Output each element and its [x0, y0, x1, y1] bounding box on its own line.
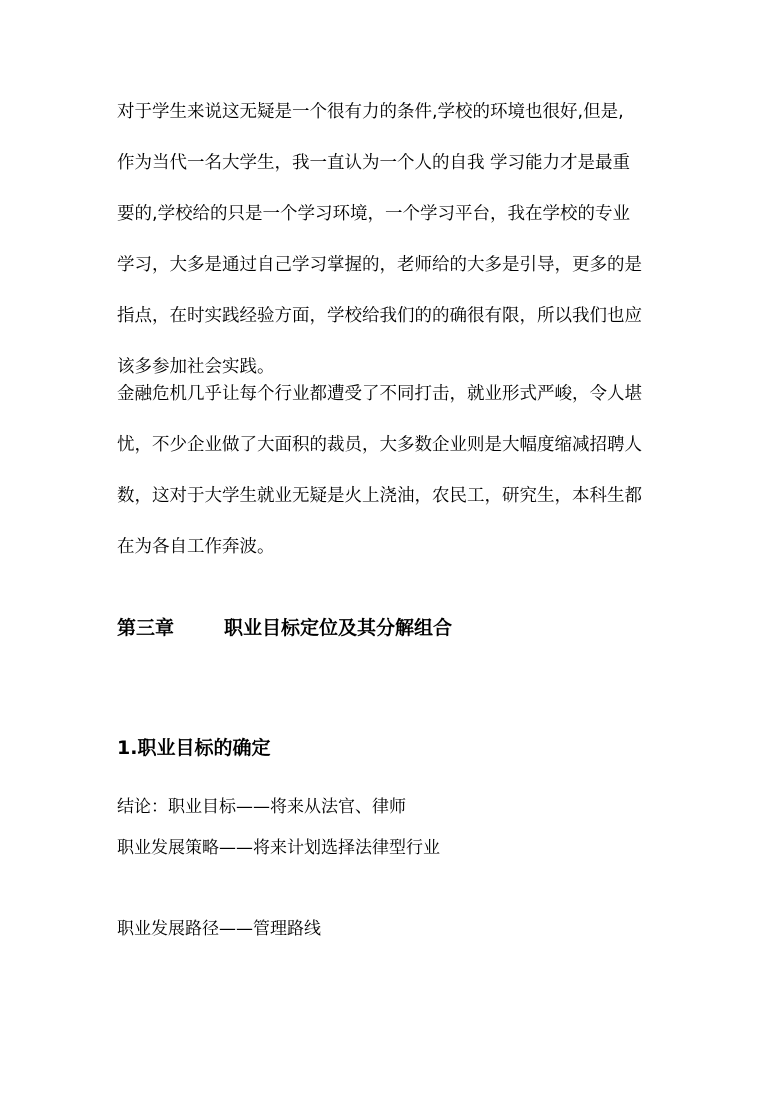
paragraph-school-environment [117, 96, 642, 402]
paragraph-line: 数，这对于大学生就业无疑是火上浇油，农民工，研究生，本科生都 [117, 486, 642, 506]
paragraph-financial-crisis [117, 378, 642, 582]
paragraph-line: 要的,学校给的只是一个学习环境，一个学习平台，我在学校的专业 [117, 204, 631, 224]
career-path: 职业发展路径——管理路线 [117, 919, 321, 939]
chapter-number: 第三章 [117, 617, 175, 639]
career-strategy: 职业发展策略——将来计划选择法律型行业 [117, 838, 440, 858]
chapter-heading [117, 612, 452, 644]
paragraph-line: 忧，不少企业做了大面积的裁员，大多数企业则是大幅度缩减招聘人 [117, 435, 642, 455]
paragraph-line: 该多参加社会实践。 [117, 357, 275, 377]
paragraph-line: 对于学生来说这无疑是一个很有力的条件,学校的环境也很好,但是, [117, 102, 624, 122]
paragraph-line: 学习，大多是通过自己学习掌握的，老师给的大多是引导，更多的是 [117, 255, 642, 275]
paragraph-line: 金融危机几乎让每个行业都遭受了不同打击，就业形式严峻，令人堪 [117, 384, 642, 404]
paragraph-line: 作为当代一名大学生，我一直认为一个人的自我 学习能力才是最重 [117, 153, 631, 173]
career-goal-conclusion: 结论：职业目标——将来从法官、律师 [117, 797, 406, 817]
chapter-title: 职业目标定位及其分解组合 [224, 617, 453, 639]
paragraph-line: 在为各自工作奔波。 [117, 537, 275, 557]
paragraph-line: 指点，在时实践经验方面，学校给我们的的确很有限，所以我们也应 [117, 306, 642, 326]
section-heading: 1.职业目标的确定 [117, 737, 271, 759]
